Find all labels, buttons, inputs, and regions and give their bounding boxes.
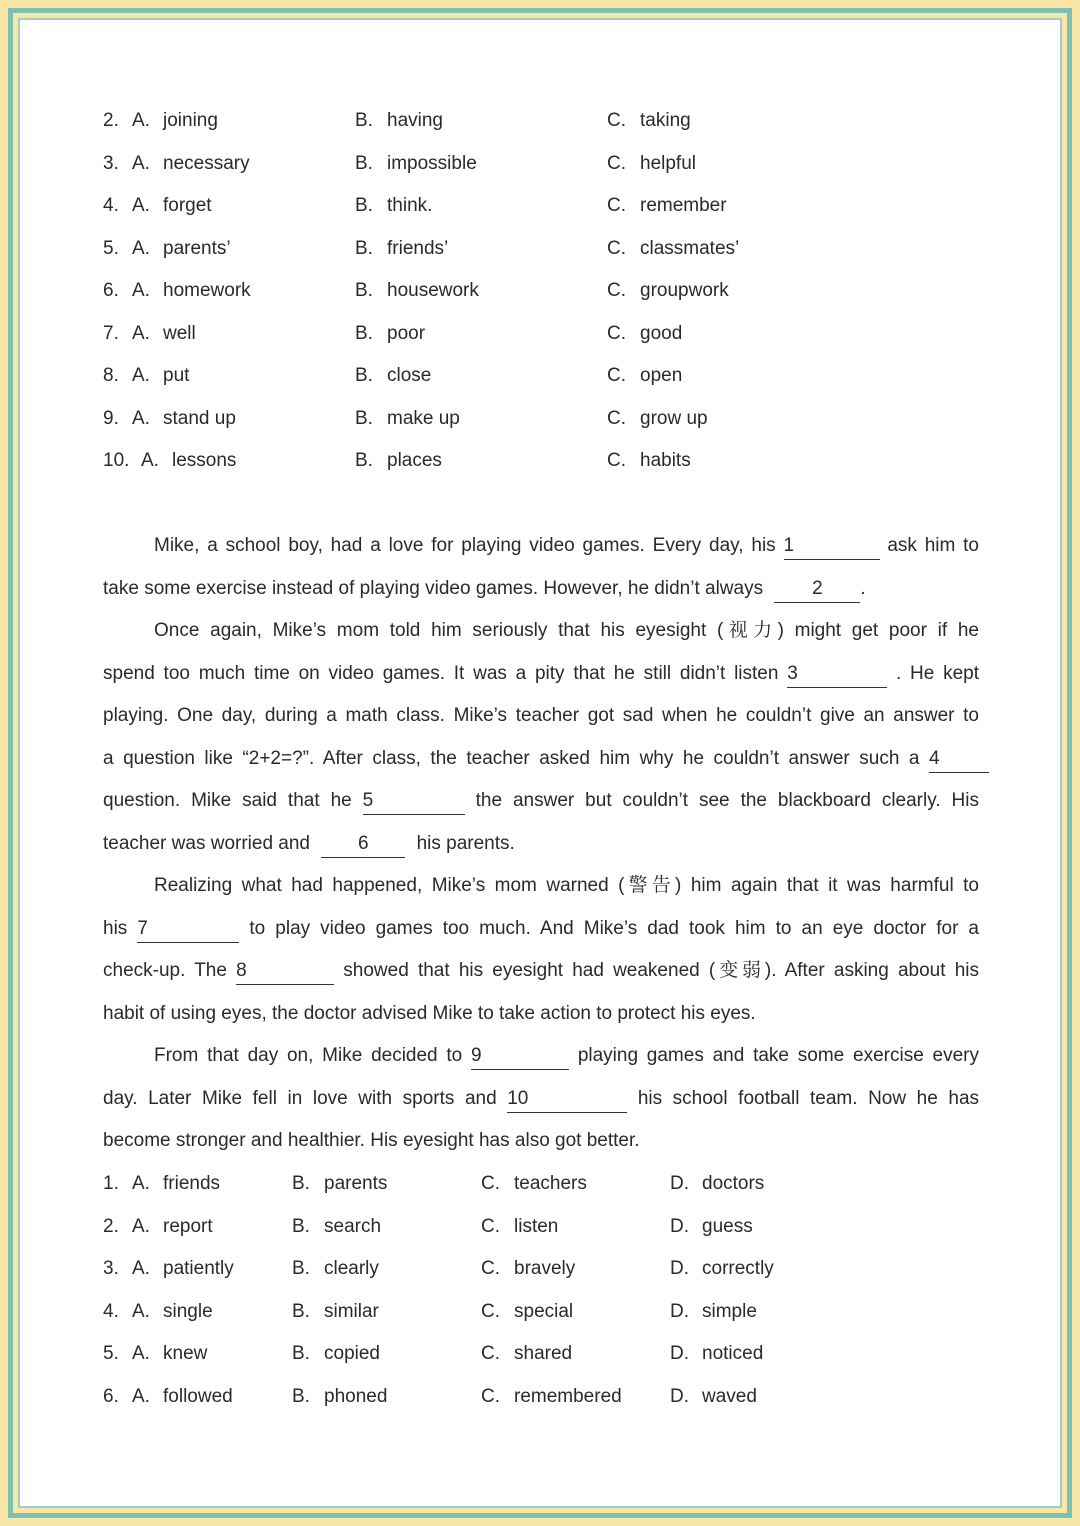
- question-row: [103, 106, 983, 136]
- blank-number: 1: [783, 535, 795, 556]
- option-d-letter[interactable]: D.: [670, 1385, 689, 1407]
- answer-blank-3[interactable]: [787, 663, 887, 688]
- option-b-text[interactable]: places: [387, 450, 442, 471]
- question-row: [103, 1297, 983, 1327]
- option-c-letter[interactable]: C.: [607, 110, 626, 131]
- passage-text: Realizing what had happened, Mike’s mom warned (警告) him again that it was harmful to: [154, 875, 979, 896]
- passage-text: Mike, a school boy, had a love for playing video games. Every day, his: [154, 535, 776, 556]
- passage-line-11: [103, 956, 979, 986]
- option-a-letter[interactable]: A.: [132, 152, 150, 174]
- question-row: [103, 1212, 983, 1242]
- question-row: [103, 446, 983, 476]
- question-row: [103, 1382, 983, 1412]
- blank-number: 10: [507, 1088, 529, 1109]
- passage-text: Once again, Mike’s mom told him seriously that his eyesight (视力) might get poor if he: [154, 620, 979, 641]
- option-a-letter[interactable]: A.: [132, 322, 150, 344]
- passage-text: his parents.: [416, 833, 515, 854]
- option-b-letter[interactable]: B.: [292, 1215, 310, 1237]
- option-c-letter[interactable]: C.: [481, 1300, 500, 1322]
- option-b-text[interactable]: friends’: [387, 237, 449, 259]
- blank-number: 4: [929, 748, 940, 769]
- blank-number: 2: [812, 578, 823, 599]
- question-row: [103, 276, 983, 306]
- option-c-text[interactable]: remembered: [514, 1385, 622, 1407]
- option-b-letter[interactable]: B.: [292, 1385, 310, 1407]
- option-d-letter[interactable]: D.: [670, 1343, 689, 1364]
- option-a-text[interactable]: lessons: [172, 450, 237, 471]
- passage-text: habit of using eyes, the doctor advised Mike to take action to protect his eyes.: [103, 1003, 756, 1024]
- option-c-text[interactable]: habits: [640, 450, 691, 471]
- option-a-text[interactable]: forget: [163, 195, 212, 216]
- option-c-letter[interactable]: C.: [607, 322, 626, 344]
- question-row: [103, 191, 983, 221]
- passage-text: to play video games too much. And Mike’s dad took him to an eye doctor for a: [249, 918, 980, 939]
- option-a-letter[interactable]: A.: [132, 195, 150, 216]
- passage-line-9: [103, 871, 979, 901]
- option-b-letter[interactable]: B.: [355, 237, 373, 259]
- option-b-text[interactable]: search: [324, 1215, 382, 1237]
- option-a-letter[interactable]: A.: [132, 1258, 150, 1279]
- option-b-text[interactable]: similar: [324, 1300, 379, 1322]
- option-c-text[interactable]: classmates’: [640, 237, 740, 259]
- option-d-text[interactable]: simple: [702, 1300, 757, 1322]
- option-b-text[interactable]: housework: [387, 280, 479, 301]
- option-a-text[interactable]: friends: [163, 1173, 221, 1194]
- option-b-text[interactable]: parents: [324, 1173, 388, 1194]
- question-number: 8.: [103, 365, 119, 386]
- option-d-text[interactable]: doctors: [702, 1173, 765, 1194]
- answer-blank-8[interactable]: [236, 960, 334, 985]
- passage-line-5: [103, 701, 979, 731]
- passage-line-10: [103, 914, 979, 944]
- answer-blank-2[interactable]: [774, 578, 860, 603]
- option-a-letter[interactable]: A.: [132, 1215, 150, 1237]
- question-number: 6.: [103, 280, 119, 301]
- option-b-letter[interactable]: B.: [355, 450, 373, 471]
- answer-blank-10[interactable]: [507, 1088, 627, 1113]
- option-d-letter[interactable]: D.: [670, 1258, 689, 1279]
- question-number: 4.: [103, 1300, 119, 1322]
- option-c-letter[interactable]: C.: [481, 1343, 500, 1364]
- option-b-letter[interactable]: B.: [355, 322, 373, 344]
- option-b-text[interactable]: make up: [387, 407, 460, 429]
- option-c-text[interactable]: good: [640, 322, 683, 344]
- answer-blank-1[interactable]: [784, 535, 880, 560]
- passage-text: the answer but couldn’t see the blackboard clearly. His: [475, 790, 979, 811]
- option-b-letter[interactable]: B.: [355, 195, 373, 216]
- question-number: 5.: [103, 1343, 119, 1364]
- passage-line-12: [103, 999, 979, 1029]
- option-c-text[interactable]: helpful: [640, 152, 696, 174]
- option-a-text[interactable]: put: [163, 365, 190, 386]
- option-b-letter[interactable]: B.: [292, 1300, 310, 1322]
- option-a-text[interactable]: parents’: [163, 237, 231, 259]
- option-a-text[interactable]: necessary: [163, 152, 250, 174]
- option-c-text[interactable]: special: [514, 1300, 574, 1322]
- question-number: 7.: [103, 322, 119, 344]
- option-a-letter[interactable]: A.: [132, 110, 150, 131]
- option-c-letter[interactable]: C.: [607, 195, 626, 216]
- blank-number: 6: [357, 833, 369, 854]
- question-row: [103, 404, 983, 434]
- option-d-text[interactable]: waved: [702, 1385, 757, 1407]
- option-d-letter[interactable]: D.: [670, 1300, 689, 1322]
- option-b-text[interactable]: poor: [387, 322, 426, 344]
- option-c-letter[interactable]: C.: [481, 1385, 500, 1407]
- option-d-text[interactable]: correctly: [702, 1258, 774, 1279]
- passage-line-6: [103, 744, 989, 774]
- blank-number: 8: [236, 960, 247, 981]
- option-c-letter[interactable]: C.: [481, 1173, 500, 1194]
- passage-text: take some exercise instead of playing video games. However, he didn’t always: [103, 578, 764, 599]
- option-c-text[interactable]: teachers: [514, 1173, 587, 1194]
- option-c-text[interactable]: remember: [640, 195, 727, 216]
- option-a-text[interactable]: followed: [163, 1385, 233, 1407]
- passage-text: .: [860, 578, 866, 599]
- question-number: 3.: [103, 152, 119, 174]
- option-c-text[interactable]: open: [640, 365, 683, 386]
- answer-blank-5[interactable]: [363, 790, 465, 815]
- option-a-text[interactable]: single: [163, 1300, 213, 1322]
- answer-blank-9[interactable]: [471, 1045, 569, 1070]
- option-b-text[interactable]: having: [387, 110, 443, 131]
- question-number: 5.: [103, 237, 119, 259]
- option-c-letter[interactable]: C.: [481, 1258, 500, 1279]
- question-number: 3.: [103, 1258, 119, 1279]
- question-row: [103, 361, 983, 391]
- question-number: 2.: [103, 1215, 119, 1237]
- passage-line-8: [103, 829, 979, 859]
- option-b-letter[interactable]: B.: [355, 110, 373, 131]
- question-row: [103, 1254, 983, 1284]
- option-d-letter[interactable]: D.: [670, 1215, 689, 1237]
- question-number: 6.: [103, 1385, 119, 1407]
- passage-text: teacher was worried and: [103, 833, 310, 854]
- passage-text: ask him to: [887, 535, 979, 556]
- answer-blank-6[interactable]: [321, 833, 405, 858]
- option-a-letter[interactable]: A.: [132, 1173, 150, 1194]
- passage-text: question. Mike said that he: [103, 790, 352, 811]
- blank-number: 9: [471, 1045, 482, 1066]
- option-a-letter[interactable]: A.: [132, 407, 150, 429]
- option-b-letter[interactable]: B.: [355, 152, 373, 174]
- passage-line-3: [103, 616, 979, 646]
- question-row: [103, 149, 983, 179]
- passage-text: check-up. The: [103, 960, 227, 981]
- answer-blank-7[interactable]: [137, 918, 239, 943]
- passage-text: . He kept: [896, 663, 980, 684]
- blank-number: 7: [137, 918, 148, 939]
- passage-line-7: [103, 786, 979, 816]
- option-d-text[interactable]: guess: [702, 1215, 753, 1237]
- option-b-letter[interactable]: B.: [355, 407, 373, 429]
- option-c-letter[interactable]: C.: [481, 1215, 500, 1237]
- blank-number: 5: [362, 790, 374, 811]
- question-number: 2.: [103, 110, 119, 131]
- option-a-letter[interactable]: A.: [132, 1385, 150, 1407]
- passage-text: showed that his eyesight had weakened (变弱). After asking about his: [343, 960, 979, 981]
- option-b-letter[interactable]: B.: [292, 1173, 310, 1194]
- option-c-text[interactable]: shared: [514, 1343, 573, 1364]
- option-a-text[interactable]: joining: [163, 110, 218, 131]
- passage-line-14: [103, 1084, 979, 1114]
- passage-text: a question like “2+2=?”. After class, the teacher asked him why he couldn’t answer such a: [103, 748, 920, 769]
- option-a-text[interactable]: stand up: [163, 407, 236, 429]
- blank-number: 3: [787, 663, 798, 684]
- option-c-letter[interactable]: C.: [607, 152, 626, 174]
- passage-text: From that day on, Mike decided to: [154, 1045, 463, 1066]
- option-a-text[interactable]: patiently: [163, 1258, 234, 1279]
- passage-text: spend too much time on video games. It was a pity that he still didn’t listen: [103, 663, 779, 684]
- option-c-letter[interactable]: C.: [607, 365, 626, 386]
- option-c-letter[interactable]: C.: [607, 237, 626, 259]
- option-c-letter[interactable]: C.: [607, 407, 626, 429]
- option-b-text[interactable]: impossible: [387, 152, 477, 174]
- option-b-text[interactable]: think.: [387, 195, 433, 216]
- passage-text: playing games and take some exercise every: [577, 1045, 979, 1066]
- passage-text: day. Later Mike fell in love with sports and: [103, 1088, 497, 1109]
- option-c-letter[interactable]: C.: [607, 450, 626, 471]
- option-a-text[interactable]: knew: [163, 1343, 208, 1364]
- option-d-text[interactable]: noticed: [702, 1343, 764, 1364]
- option-a-text[interactable]: well: [163, 322, 196, 344]
- answer-blank-4[interactable]: [929, 748, 989, 773]
- option-c-text[interactable]: taking: [640, 110, 691, 131]
- question-row: [103, 234, 983, 264]
- option-b-text[interactable]: close: [387, 365, 432, 386]
- passage-text: playing. One day, during a math class. Mike’s teacher got sad when he couldn’t give an answer to: [103, 705, 979, 726]
- question-row: [103, 1339, 983, 1369]
- question-row: [103, 1169, 983, 1199]
- question-number: 4.: [103, 195, 119, 216]
- option-a-letter[interactable]: A.: [132, 1300, 150, 1322]
- question-number: 1.: [103, 1173, 119, 1194]
- option-c-text[interactable]: bravely: [514, 1258, 576, 1279]
- option-a-letter[interactable]: A.: [132, 280, 150, 301]
- option-a-letter[interactable]: A.: [132, 365, 150, 386]
- passage-line-13: [103, 1041, 979, 1071]
- option-a-text[interactable]: homework: [163, 280, 251, 301]
- question-number: 10.: [103, 450, 130, 471]
- option-b-text[interactable]: phoned: [324, 1385, 388, 1407]
- question-number: 9.: [103, 407, 119, 429]
- option-c-text[interactable]: listen: [514, 1215, 559, 1237]
- option-a-text[interactable]: report: [163, 1215, 213, 1237]
- option-b-text[interactable]: clearly: [324, 1258, 379, 1279]
- passage-text: his school football team. Now he has: [637, 1088, 980, 1109]
- passage-text: his: [103, 918, 128, 939]
- option-c-letter[interactable]: C.: [607, 280, 626, 301]
- passage-line-2: [103, 574, 979, 604]
- option-a-letter[interactable]: A.: [132, 237, 150, 259]
- passage-line-15: [103, 1126, 979, 1156]
- option-b-letter[interactable]: B.: [355, 280, 373, 301]
- option-b-text[interactable]: copied: [324, 1343, 380, 1364]
- option-d-letter[interactable]: D.: [670, 1173, 689, 1194]
- option-b-letter[interactable]: B.: [292, 1343, 310, 1364]
- passage-line-1: [103, 531, 979, 561]
- option-a-letter[interactable]: A.: [141, 450, 159, 471]
- option-c-text[interactable]: grow up: [640, 407, 708, 429]
- option-b-letter[interactable]: B.: [292, 1258, 310, 1279]
- passage-line-4: [103, 659, 979, 689]
- question-row: [103, 319, 983, 349]
- passage-text: become stronger and healthier. His eyesight has also got better.: [103, 1130, 640, 1151]
- option-a-letter[interactable]: A.: [132, 1343, 150, 1364]
- option-c-text[interactable]: groupwork: [640, 280, 729, 301]
- option-b-letter[interactable]: B.: [355, 365, 373, 386]
